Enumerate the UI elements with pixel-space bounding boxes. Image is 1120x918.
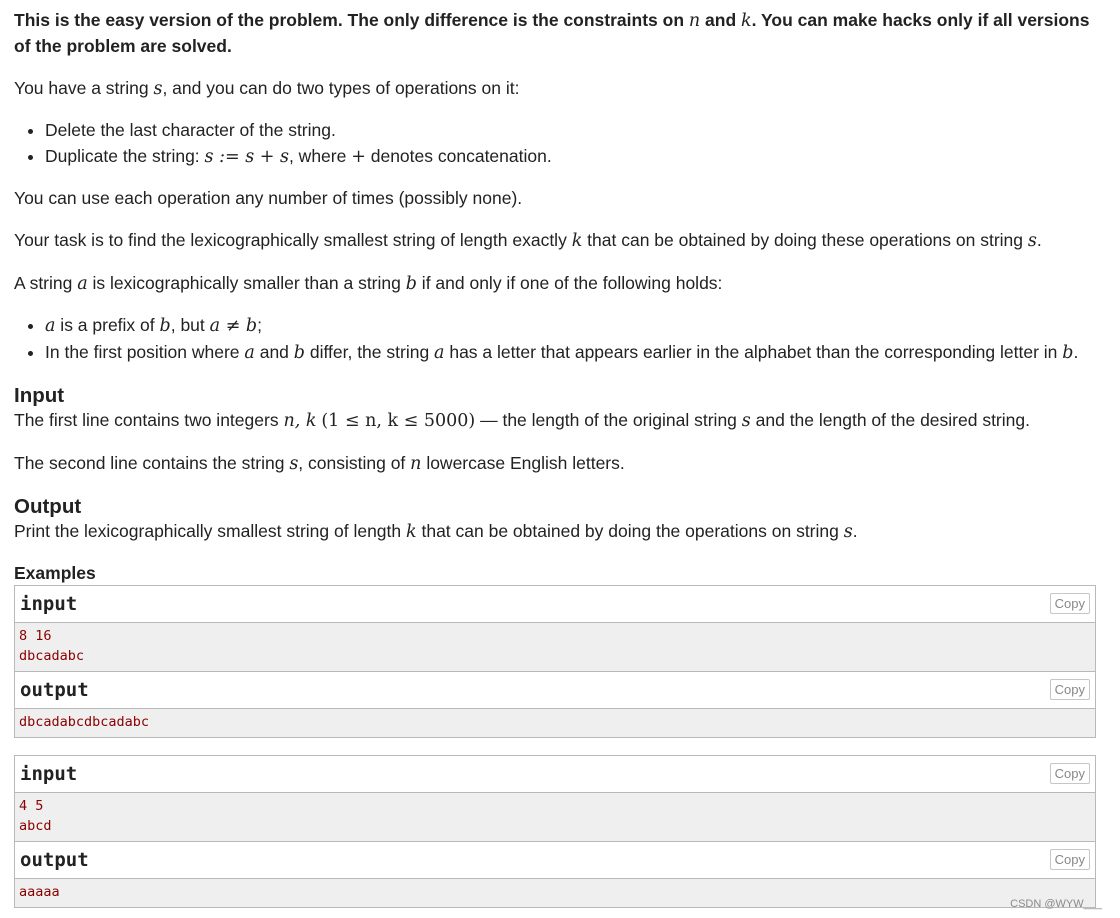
copy-button[interactable]: Copy	[1050, 679, 1090, 700]
lex-condition-first-diff: • In the first position where a and b differ, the string a has a letter that appears earlier in the alphabet than the corresponding letter in b.	[45, 339, 1096, 366]
example-2-output: aaaaa	[15, 879, 1095, 907]
easy-version-note: This is the easy version of the problem. The only difference is the constraints on n and k. You can make hacks only if all versions of the problem are solved.	[14, 10, 1090, 56]
any-times-note: You can use each operation any number of times (possibly none).	[14, 188, 523, 208]
input-heading: Input	[14, 384, 65, 407]
task-description: Your task is to find the lexicographically smallest string of length exactly k that can be obtained by doing these operations on string s.	[14, 230, 1042, 251]
output-label: output	[20, 849, 89, 871]
example-1-output-header	[15, 672, 1095, 709]
output-line: Print the lexicographically smallest string of length k that can be obtained by doing the operations on string s.	[14, 521, 858, 542]
operation-duplicate: • Duplicate the string: s := s + s, where + denotes concatenation.	[45, 143, 1096, 170]
example-1-output: dbcadabcdbcadabc	[15, 709, 1095, 737]
operations-intro: You have a string s, and you can do two types of operations on it:	[14, 78, 520, 99]
watermark: CSDN @WYW___	[1010, 898, 1102, 910]
example-2	[14, 755, 1096, 908]
examples-section	[14, 562, 1096, 908]
input-label: input	[20, 593, 78, 615]
operations-list	[14, 117, 1096, 170]
example-1-input-header	[15, 586, 1095, 623]
output-label: output	[20, 679, 89, 701]
lex-definition: A string a is lexicographically smaller than a string b if and only if one of the following holds:	[14, 273, 723, 294]
output-heading: Output	[14, 495, 82, 518]
input-label: input	[20, 763, 78, 785]
example-1-input: 8 16 dbcadabc	[15, 623, 1095, 672]
lex-condition-prefix: • a is a prefix of b, but a ≠ b;	[45, 312, 1096, 339]
example-2-input-header	[15, 756, 1095, 793]
lex-conditions-list	[14, 312, 1096, 366]
copy-button[interactable]: Copy	[1050, 763, 1090, 784]
example-2-input: 4 5 abcd	[15, 793, 1095, 842]
operation-delete: • Delete the last character of the string.	[45, 117, 1096, 143]
input-line-1: The first line contains two integers n, k (1 ≤ n, k ≤ 5000) — the length of the original string s and the length of the desired string.	[14, 410, 1030, 431]
input-section	[14, 384, 1096, 476]
input-line-2: The second line contains the string s, consisting of n lowercase English letters.	[14, 453, 625, 474]
problem-statement	[14, 8, 1096, 908]
output-section	[14, 495, 1096, 544]
example-2-output-header	[15, 842, 1095, 879]
copy-button[interactable]: Copy	[1050, 593, 1090, 614]
examples-heading: Examples	[14, 563, 96, 583]
copy-button[interactable]: Copy	[1050, 849, 1090, 870]
example-1	[14, 585, 1096, 738]
